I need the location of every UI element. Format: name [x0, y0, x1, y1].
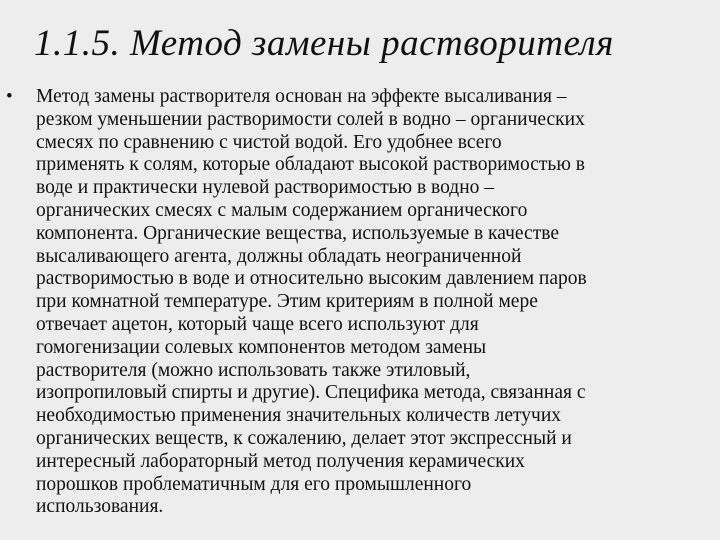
- body-line: изопропиловый спирты и другие). Специфика метода, связанная с: [36, 382, 586, 404]
- body-line: необходимостью применения значительных количеств летучих: [36, 405, 562, 427]
- body-line: воде и практически нулевой растворимостью в водно –: [36, 177, 495, 199]
- body-line: гомогенизации солевых компонентов методом замены: [36, 336, 487, 358]
- body-line: органических веществ, к сожалению, делает этот экспрессный и: [36, 427, 572, 449]
- slide-title: 1.1.5. Метод замены растворителя: [34, 23, 614, 64]
- body-line: Метод замены растворителя основан на эффекте высаливания –: [36, 86, 567, 107]
- body-line: смесях по сравнению с чистой водой. Его удобнее всего: [36, 131, 502, 153]
- body-line: использования.: [36, 496, 164, 518]
- body-line: отвечает ацетон, который чаще всего используют для: [36, 313, 479, 335]
- body-line: компонента. Органические вещества, используемые в качестве: [36, 222, 559, 244]
- body-line: растворителя (можно использовать также этиловый,: [36, 359, 471, 381]
- bullet-text: [36, 86, 718, 519]
- body-line: интересный лабораторный метод получения керамических: [36, 450, 525, 472]
- body-line: при комнатной температуре. Этим критериям в полной мере: [36, 291, 538, 313]
- body-line: резком уменьшении растворимости солей в водно – органических: [36, 108, 585, 130]
- body-line: растворимостью в воде и относительно высоким давлением паров: [36, 268, 587, 290]
- bullet-icon: •: [6, 86, 13, 107]
- body-line: порошков проблематичным для его промышленного: [36, 473, 472, 495]
- body-line: высаливающего агента, должны обладать неограниченной: [36, 245, 522, 267]
- bullet-item: [6, 86, 718, 526]
- body-line: органических смесях с малым содержанием органического: [36, 199, 528, 221]
- body-line: применять к солям, которые обладают высокой растворимостью в: [36, 154, 585, 176]
